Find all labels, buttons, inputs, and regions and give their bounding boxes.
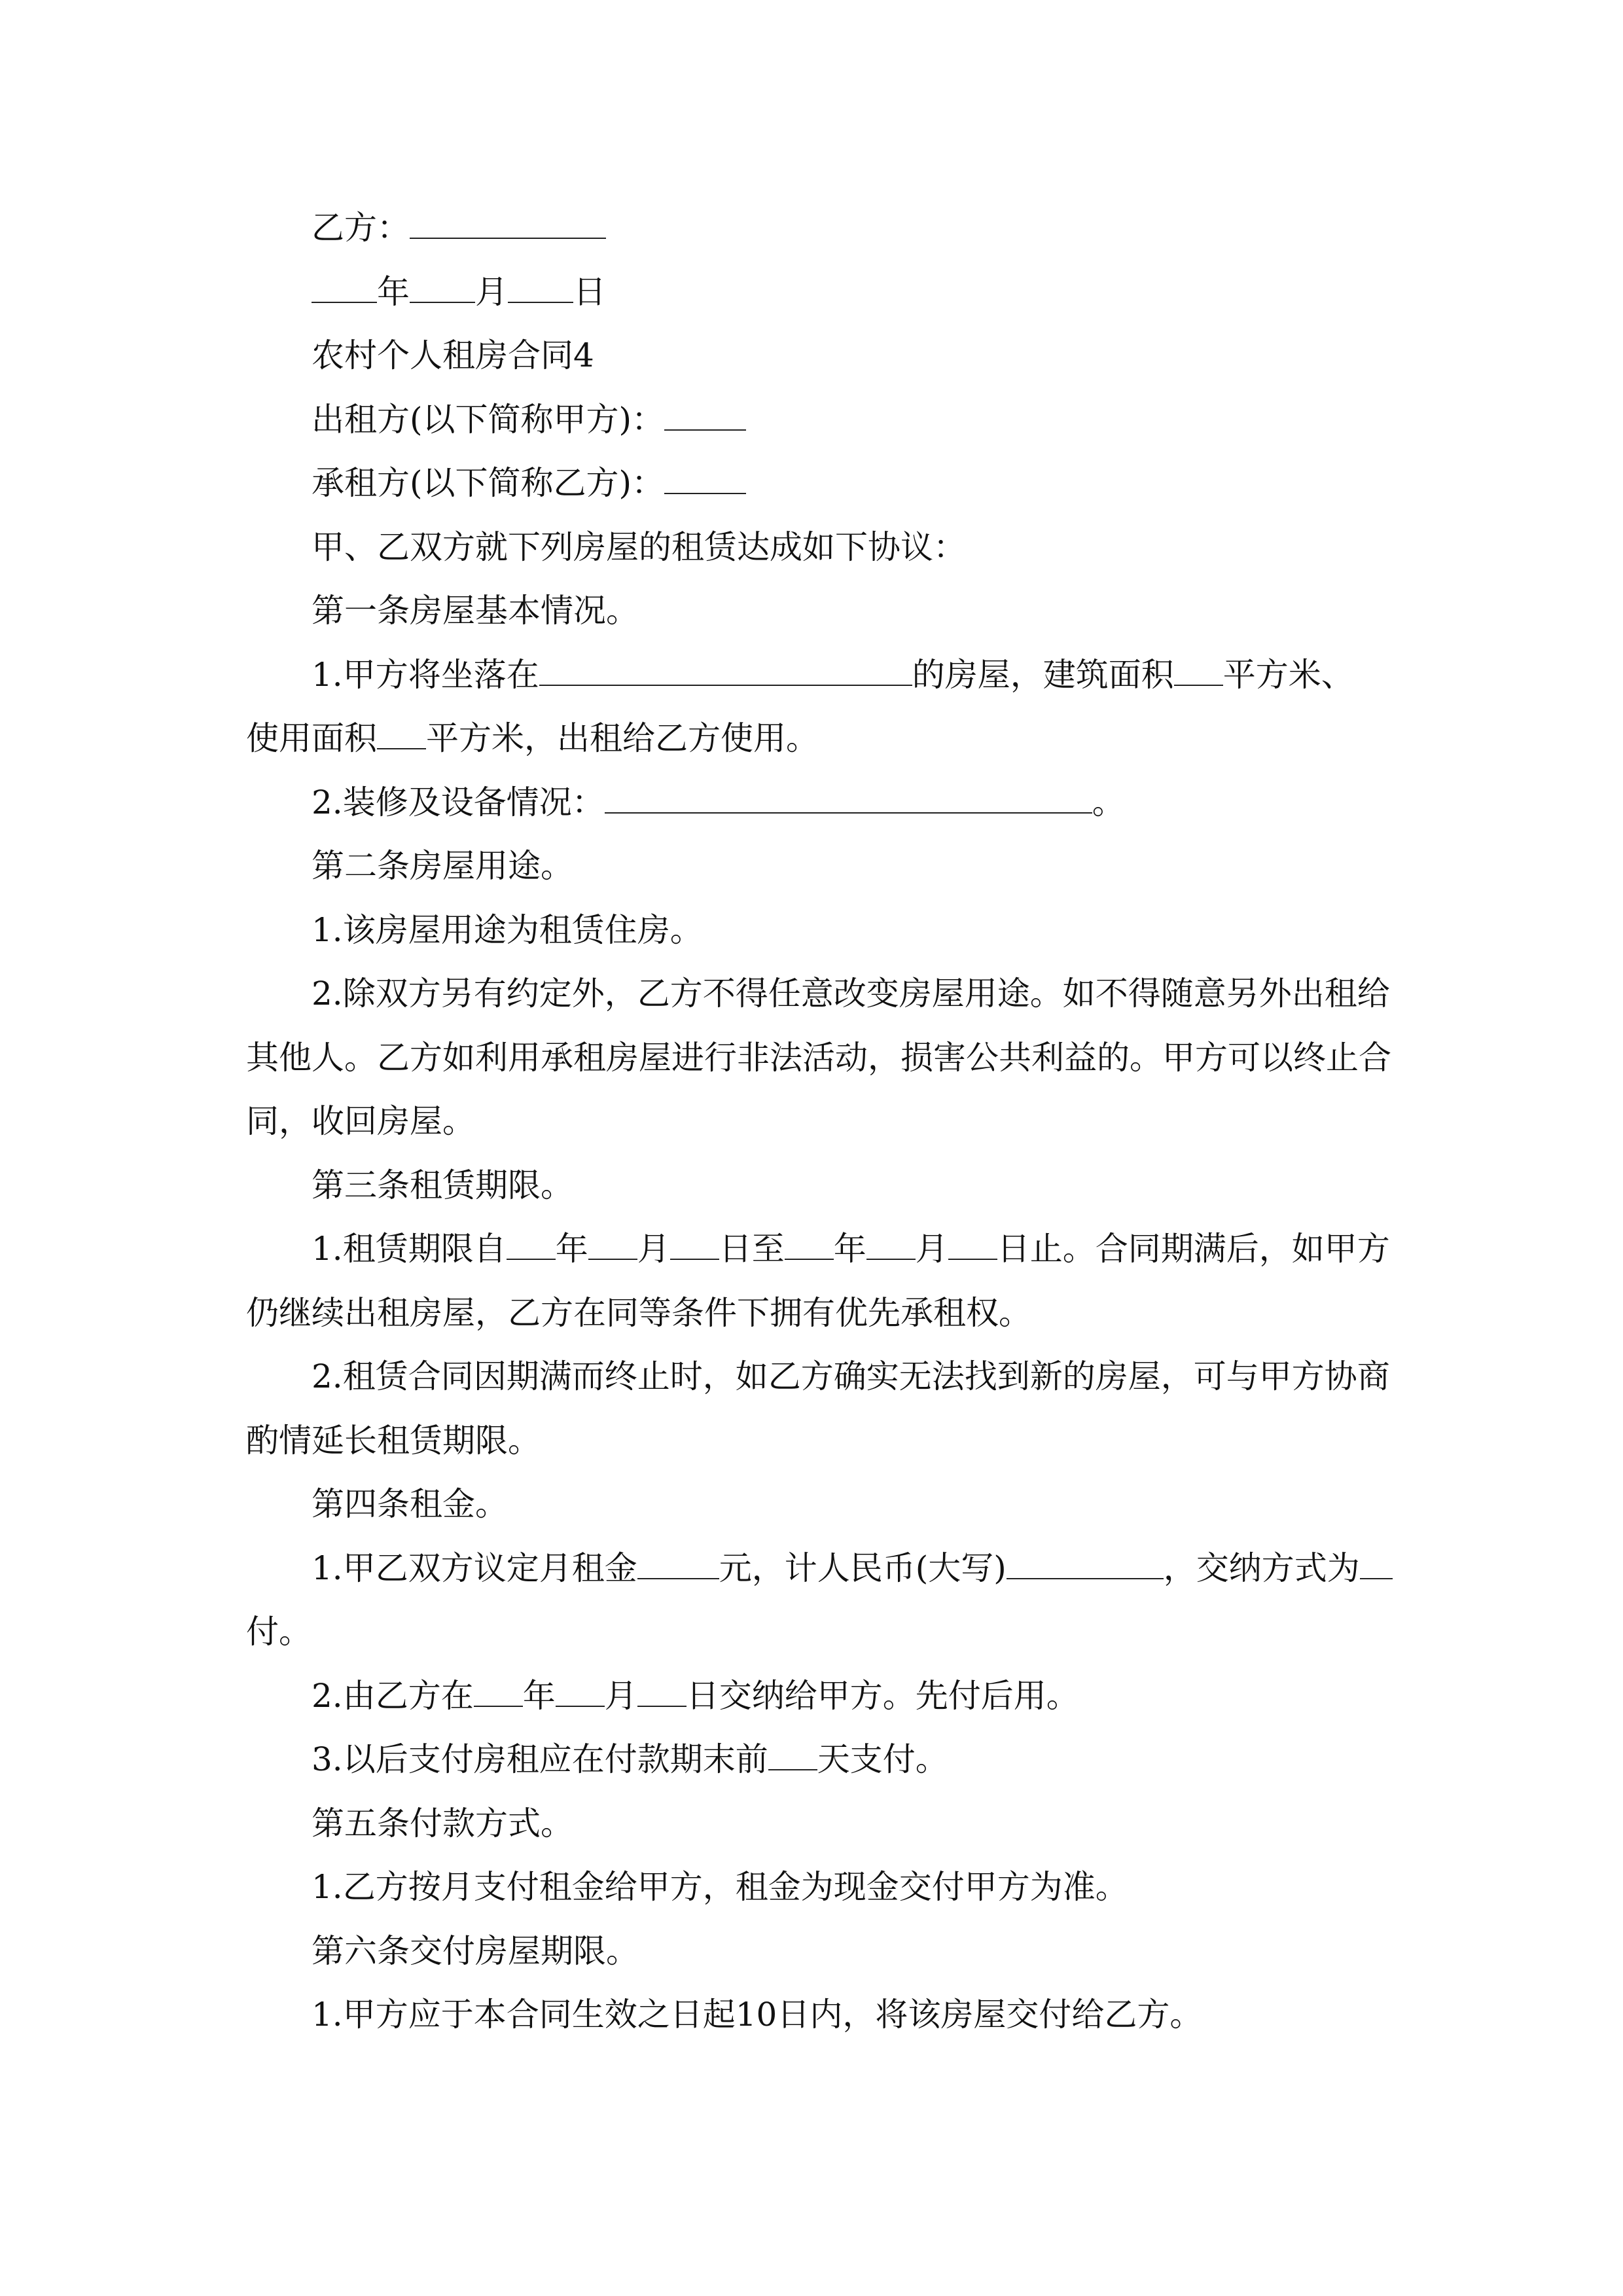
start-year-blank xyxy=(507,1225,556,1261)
clause-text: 1.甲方将坐落在 xyxy=(312,655,539,694)
clause-text: 平方米，出租给乙方使用。 xyxy=(426,719,819,757)
clause-text: 使用面积 xyxy=(246,719,377,757)
clause-text: 日至 xyxy=(719,1230,785,1268)
pay-year-blank xyxy=(474,1671,523,1707)
clause-text: 1.甲乙双方议定月租金 xyxy=(312,1549,637,1587)
clause-text: 日交纳给甲方。先付后用。 xyxy=(686,1676,1079,1715)
signature-date-line xyxy=(246,260,1377,325)
year-blank xyxy=(312,267,377,303)
article-4-heading: 第四条租金。 xyxy=(312,1485,508,1523)
clause-text: 天支付。 xyxy=(817,1740,948,1778)
clause-text: ，交纳方式为 xyxy=(1163,1549,1360,1587)
decoration-blank xyxy=(605,778,1092,814)
article-2-clause-2: 2.除双方另有约定外，乙方不得任意改变房屋用途。如不得随意另外出租给 xyxy=(312,975,1390,1013)
party-b-blank xyxy=(410,204,606,240)
party-b-label: 乙方： xyxy=(312,209,410,247)
article-4-clause-2 xyxy=(246,1664,1377,1729)
article-4-clause-1-cont: 付。 xyxy=(246,1613,312,1651)
clause-text: 3.以后支付房租应在付款期末前 xyxy=(312,1740,768,1778)
clause-text: 1.租赁期限自 xyxy=(312,1230,507,1268)
start-month-blank xyxy=(588,1225,637,1261)
day-blank xyxy=(508,267,573,303)
contract-title: 农村个人租房合同4 xyxy=(312,336,594,374)
rent-amount-blank xyxy=(637,1543,719,1579)
usable-area-blank xyxy=(377,714,426,750)
end-year-blank xyxy=(785,1225,834,1261)
year-label: 年 xyxy=(377,272,410,311)
end-day-blank xyxy=(948,1225,997,1261)
clause-text: 平方米、 xyxy=(1222,655,1354,694)
article-3-heading: 第三条租赁期限。 xyxy=(312,1166,573,1204)
building-area-blank xyxy=(1174,650,1223,686)
article-6-heading: 第六条交付房屋期限。 xyxy=(312,1931,639,1970)
lessor-blank xyxy=(664,395,746,431)
contract-body xyxy=(246,196,1391,2047)
payment-method-blank xyxy=(1360,1543,1393,1579)
clause-text: 日止。合同期满后，如甲方 xyxy=(997,1230,1390,1268)
pay-month-blank xyxy=(556,1671,605,1707)
lessor-label: 出租方(以下简称甲方)： xyxy=(312,400,665,439)
article-5-heading: 第五条付款方式。 xyxy=(312,1804,573,1842)
start-day-blank xyxy=(670,1225,719,1261)
article-4-clause-3 xyxy=(246,1728,1377,1792)
article-2-clause-2-end: 同，收回房屋。 xyxy=(246,1102,475,1140)
lessor-line xyxy=(246,388,1377,452)
article-1-clause-1-cont xyxy=(246,707,1377,771)
clause-text: 年 xyxy=(555,1230,588,1268)
article-5-clause-1: 1.乙方按月支付租金给甲方，租金为现金交付甲方为准。 xyxy=(312,1868,1128,1906)
article-3-clause-1 xyxy=(246,1217,1390,1282)
party-b-signature-line xyxy=(246,196,1377,260)
month-label: 月 xyxy=(475,272,508,311)
clause-text: 2.由乙方在 xyxy=(312,1676,474,1715)
day-label: 日 xyxy=(573,272,606,311)
lessee-line xyxy=(246,452,1377,516)
article-2-clause-2-cont: 其他人。乙方如利用承租房屋进行非法活动，损害公共利益的。甲方可以终止合 xyxy=(246,1038,1391,1077)
article-1-heading: 第一条房屋基本情况。 xyxy=(312,592,639,630)
end-month-blank xyxy=(866,1225,916,1261)
clause-text: 元，计人民币(大写) xyxy=(719,1549,1007,1587)
intro-paragraph: 甲、乙双方就下列房屋的租赁达成如下协议： xyxy=(312,528,966,566)
days-before-blank xyxy=(768,1735,817,1771)
clause-text: 的房屋，建筑面积 xyxy=(912,655,1174,694)
article-3-clause-1-cont: 仍继续出租房屋，乙方在同等条件下拥有优先承租权。 xyxy=(246,1293,1031,1332)
clause-text: 月 xyxy=(915,1230,948,1268)
clause-text: 2.装修及设备情况： xyxy=(312,783,605,821)
pay-day-blank xyxy=(637,1671,687,1707)
article-1-clause-1 xyxy=(246,643,1377,708)
clause-text: 月 xyxy=(637,1230,670,1268)
article-2-clause-1: 1.该房屋用途为租赁住房。 xyxy=(312,910,703,949)
clause-text: 。 xyxy=(1092,783,1125,821)
location-blank xyxy=(539,650,912,686)
month-blank xyxy=(410,267,475,303)
lessee-label: 承租方(以下简称乙方)： xyxy=(312,464,665,502)
clause-text: 月 xyxy=(604,1676,637,1715)
rent-uppercase-blank xyxy=(1007,1543,1164,1579)
article-2-heading: 第二条房屋用途。 xyxy=(312,847,573,885)
article-3-clause-2: 2.租赁合同因期满而终止时，如乙方确实无法找到新的房屋，可与甲方协商 xyxy=(312,1357,1390,1395)
clause-text: 年 xyxy=(522,1676,556,1715)
article-6-clause-1: 1.甲方应于本合同生效之日起10日内，将该房屋交付给乙方。 xyxy=(312,1996,1203,2034)
article-4-clause-1 xyxy=(246,1537,1377,1601)
clause-text: 年 xyxy=(833,1230,866,1268)
article-3-clause-2-cont: 酌情延长租赁期限。 xyxy=(246,1421,541,1460)
article-1-clause-2 xyxy=(246,771,1377,835)
lessee-blank xyxy=(664,459,746,495)
